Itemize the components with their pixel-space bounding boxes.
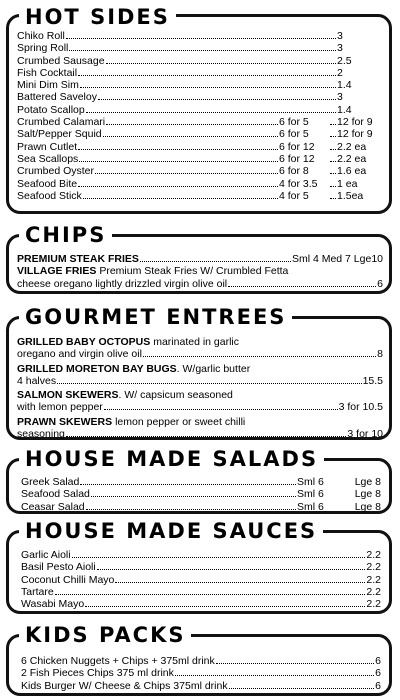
kids-section: [6, 623, 392, 696]
list-item: Ceasar Salad Sml 6 Lge 8: [21, 500, 381, 513]
list-item: Prawn Cutlet 6 for 12 2.2 ea: [17, 140, 367, 153]
list-item: Seafood Stick 4 for 5 1.5ea: [17, 189, 364, 202]
list-item: GRILLED MORETON BAY BUGS . W/garlic butter: [17, 362, 251, 375]
list-item: oregano and virgin olive oil 8: [17, 348, 383, 361]
list-item: seasoning 3 for 10: [17, 428, 383, 441]
list-item: Crumbed Sausage 2.5: [17, 54, 352, 67]
chips-section: [6, 223, 392, 294]
list-item: Battered Saveloy 3: [17, 91, 343, 104]
list-item: GRILLED BABY OCTOPUS marinated in garlic: [17, 336, 240, 348]
chips-title: CHIPS: [19, 223, 112, 247]
list-item: Spring Roll 3: [17, 42, 343, 55]
list-item: Fish Cocktail 2: [17, 66, 343, 79]
list-item: cheese oregano lightly drizzled virgin olive oil 6: [17, 277, 383, 290]
list-item: Crumbed Calamari 6 for 5 12 for 9: [17, 116, 373, 129]
sauces-section: [6, 519, 392, 614]
list-item: Garlic Aioli 2.2: [21, 549, 381, 561]
hot-sides-list: [17, 30, 385, 202]
list-item: PRAWN SKEWERS lemon pepper or sweet chilli: [17, 415, 246, 428]
list-item: Greek Salad Sml 6 Lge 8: [21, 476, 381, 488]
list-item: SALMON SKEWERS . W/ capsicum seasoned: [17, 389, 233, 402]
list-item: Seafood Salad Sml 6 Lge 8: [21, 488, 381, 501]
list-item: Salt/Pepper Squid 6 for 5 12 for 9: [17, 128, 373, 141]
list-item: Wasabi Mayo 2.2: [21, 598, 381, 611]
list-item: PREMIUM STEAK FRIES Sml 4 Med 7 Lge10: [17, 253, 383, 265]
list-item: Sea Scallops 6 for 12 2.2 ea: [17, 152, 367, 165]
list-item: 6 Chicken Nuggets + Chips + 375ml drink 6: [21, 655, 381, 667]
hot-sides-title: HOT SIDES: [19, 5, 176, 29]
sauces-title: HOUSE MADE SAUCES: [19, 519, 323, 543]
list-item: Basil Pesto Aioli 2.2: [21, 561, 381, 574]
list-item: Potato Scallop 1.4: [17, 103, 352, 116]
entrees-section: [6, 305, 392, 441]
list-item: Chiko Roll 3: [17, 30, 343, 42]
kids-title: KIDS PACKS: [19, 623, 191, 647]
list-item: Seafood Bite 4 for 3.5 1 ea: [17, 177, 358, 190]
list-item: Crumbed Oyster 6 for 8 1.6 ea: [17, 165, 367, 178]
salads-section: [6, 447, 392, 514]
salads-title: HOUSE MADE SALADS: [19, 447, 324, 471]
list-item: 4 halves 15.5: [17, 374, 383, 387]
list-item: with lemon pepper 3 for 10.5: [17, 401, 383, 414]
list-item: Mini Dim Sim 1.4: [17, 79, 352, 92]
list-item: Kids Burger W/ Cheese & Chips 375ml drink 6: [21, 679, 381, 692]
list-item: Tartare 2.2: [21, 585, 381, 598]
list-item: Coconut Chilli Mayo 2.2: [21, 573, 381, 586]
entrees-title: GOURMET ENTREES: [19, 305, 292, 329]
list-item: 2 Fish Pieces Chips 375 ml drink 6: [21, 667, 381, 680]
list-item: VILLAGE FRIES Premium Steak Fries W/ Crumbled Fetta: [17, 265, 289, 278]
hot-sides-section: [6, 5, 392, 214]
